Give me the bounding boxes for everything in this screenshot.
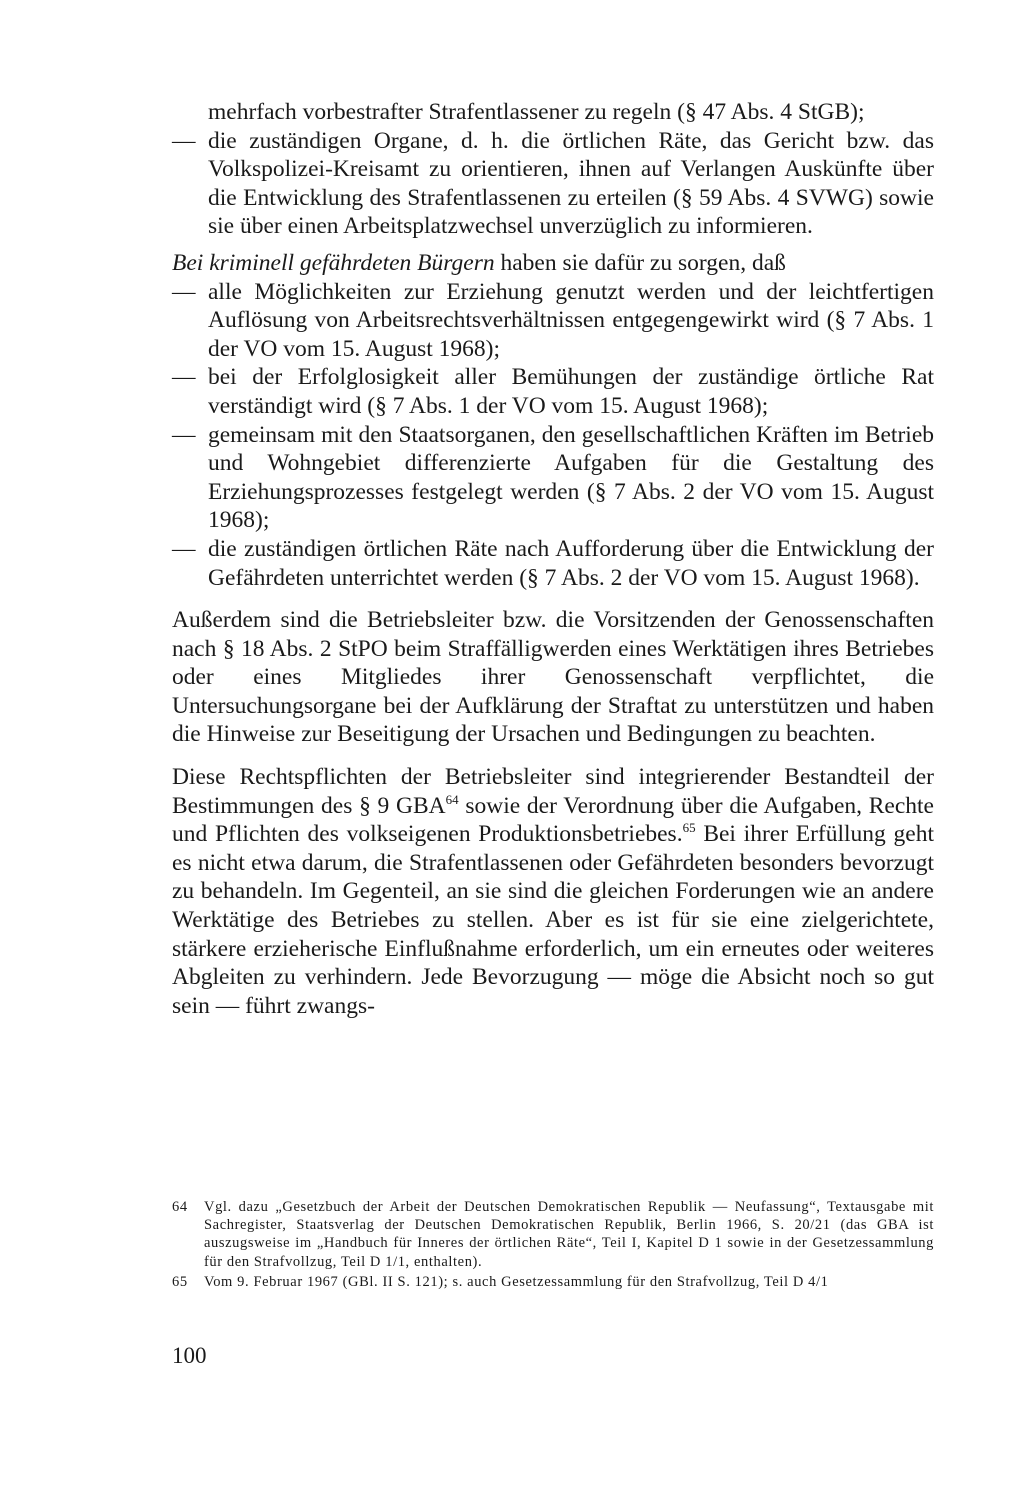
paragraph-text: Diese Rechtspflichten der Betriebsleiter sind integrierender Bestandteil der Bestimmungen des § 9 GBA <box>172 764 934 819</box>
footnotes <box>172 1198 934 1293</box>
page-number: 100 <box>172 1343 207 1368</box>
footnote-64 <box>172 1198 934 1271</box>
footnote-number: 64 <box>172 1199 188 1215</box>
footnote-65 <box>172 1273 934 1291</box>
footnote-text: Vgl. dazu „Gesetzbuch der Arbeit der Deutschen Demokratischen Republik — Neufassung“, Textausgabe mit Sachregister, Staatsverlag der Deutschen Demokratischen Republik, Berlin 1966, S. 20/21 (das GBA ist auszugsweise im „Handbuch für Inneres der örtlichen Räte“, Teil I, Kapitel D 1 sowie in der Gesetzessammlung für den Strafvollzug, Teil D 1/1, enthalten). <box>204 1199 934 1270</box>
list-item-text: alle Möglichkeiten zur Erziehung genutzt werden und der leichtfertigen Auflösung von Arbeitsrechtsverhältnissen entgegengewirkt wird (§ 7 Abs. 1 der VO vom 15. August 1968); <box>208 278 934 362</box>
dash-marker: — <box>172 278 196 305</box>
list-item-text: die zuständigen Organe, d. h. die örtlichen Räte, das Gericht bzw. das Volkspolizei-Kreisamt zu orientieren, ihnen auf Verlangen Auskünfte über die Entwicklung des Strafentlassenen zu erteilen (§ 59 Abs. 4 SVWG) sowie sie über einen Arbeitsplatzwechsel unverzüglich zu informieren. <box>208 127 934 240</box>
paragraph-betriebsleiter: Außerdem sind die Betriebsleiter bzw. die Vorsitzenden der Genossenschaften nach § 18 Abs. 2 StPO beim Straffälligwerden eines Werktätigen ihres Betriebes oder eines Mitgliedes ihrer Genossenschaft verpflichtet, die Untersuchungsorgane bei der Aufklärung der Straftat zu unterstützen und haben die Hinweise zur Beseitigung der Ursachen und Bedingungen zu beachten. <box>172 607 934 748</box>
list-item <box>172 363 934 420</box>
list-item <box>172 278 934 364</box>
list-item-text: die zuständigen örtlichen Räte nach Aufforderung über die Entwicklung der Gefährdeten unterrichtet werden (§ 7 Abs. 2 der VO vom 15. August 1968). <box>208 535 934 591</box>
lead-rest: haben sie dafür zu sorgen, daß <box>494 249 786 276</box>
paragraph-text: sowie der Verordnung über die Aufgaben, Rechte und Pflichten des volkseigenen Produktionsbetriebes. <box>172 792 934 848</box>
dash-marker: — <box>172 535 196 562</box>
main-text <box>172 98 934 1020</box>
list-item <box>172 535 934 592</box>
continuation-text: mehrfach vorbestrafter Strafentlassener zu regeln (§ 47 Abs. 4 StGB); <box>208 99 865 125</box>
list-item <box>172 127 934 241</box>
footnote-number: 65 <box>172 1273 188 1290</box>
footnote-text: Vom 9. Februar 1967 (GBl. II S. 121); s. auch Gesetzessammlung für den Strafvollzug, Teil D 4/1 <box>204 1273 829 1290</box>
paragraph-text: Bei ihrer Erfüllung geht es nicht etwa darum, die Strafentlassenen oder Gefährdeten besonders bevorzugt zu behandeln. Im Gegenteil, an sie sind die gleichen Forderungen wie an andere Werktätige des Betriebes zu stellen. Aber es ist für sie eine zielgerichtete, stärkere erzieherische Einflußnahme erforderlich, um ein erneutes oder weiteres Abgleiten zu verhindern. Jede Bevorzugung — möge die Absicht noch so gut sein — führt zwangs- <box>172 821 934 1019</box>
lead-sentence <box>172 249 934 278</box>
footnote-ref-64[interactable]: 64 <box>445 791 459 807</box>
footnote-ref-65[interactable]: 65 <box>682 820 696 836</box>
list-item-text: gemeinsam mit den Staatsorganen, den gesellschaftlichen Kräften im Betrieb und Wohngebiet differenzierte Aufgaben für die Gestaltung des Erziehungsprozesses festgelegt werden (§ 7 Abs. 2 der VO vom 15. August 1968); <box>208 421 934 534</box>
dash-marker: — <box>172 364 196 391</box>
lead-italic: Bei kriminell gefährdeten Bürgern <box>172 249 495 276</box>
list-item <box>172 421 934 535</box>
paragraph-rechtspflichten <box>172 763 934 1020</box>
list-item-text: bei der Erfolglosigkeit aller Bemühungen der zuständige örtliche Rat verständigt wird (§ 7 Abs. 1 der VO vom 15. August 1968); <box>208 364 934 419</box>
dash-marker: — <box>172 421 196 448</box>
dash-marker: — <box>172 127 196 154</box>
